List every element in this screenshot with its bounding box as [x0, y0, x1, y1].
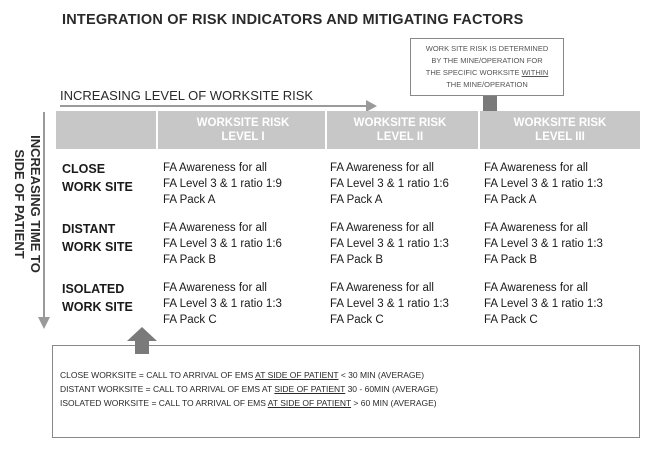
- x-axis-label: INCREASING LEVEL OF WORKSITE RISK: [60, 88, 314, 103]
- up-arrow-icon-head: [127, 327, 157, 341]
- row-label-line: WORK SITE: [62, 240, 133, 254]
- column-header-level: LEVEL III: [535, 131, 585, 143]
- definition-text: > 60 MIN (AVERAGE): [351, 398, 437, 408]
- cell-line: FA Level 3 & 1 ratio 1:6: [330, 178, 449, 190]
- definition-distant: [60, 382, 639, 396]
- table-cell: [163, 160, 282, 208]
- cell-line: FA Awareness for all: [163, 162, 267, 174]
- column-header-level: LEVEL I: [221, 131, 265, 143]
- definition-close: [60, 368, 639, 382]
- page-title: INTEGRATION OF RISK INDICATORS AND MITIGATING FACTORS: [62, 12, 524, 28]
- definition-underlined-text: SIDE OF PATIENT: [274, 384, 346, 394]
- column-header-title: WORKSITE RISK: [513, 117, 607, 129]
- y-axis-arrow-line: [43, 112, 45, 317]
- cell-line: FA Awareness for all: [330, 282, 434, 294]
- cell-line: FA Level 3 & 1 ratio 1:3: [330, 298, 449, 310]
- row-label-line: WORK SITE: [62, 300, 133, 314]
- column-header-level: LEVEL II: [376, 131, 424, 143]
- column-header-title: WORKSITE RISK: [353, 117, 447, 129]
- down-arrow-icon: [38, 317, 50, 329]
- cell-line: FA Pack A: [163, 194, 216, 206]
- definition-text: < 30 MIN (AVERAGE): [338, 370, 425, 380]
- row-label-distant: [62, 220, 133, 256]
- cell-line: FA Level 3 & 1 ratio 1:9: [163, 178, 282, 190]
- cell-line: FA Level 3 & 1 ratio 1:3: [163, 298, 282, 310]
- cell-line: FA Pack C: [484, 314, 538, 326]
- up-arrow-icon: [135, 340, 149, 354]
- cell-line: FA Pack A: [484, 194, 537, 206]
- row-label-line: ISOLATED: [62, 282, 125, 296]
- cell-line: FA Awareness for all: [330, 222, 434, 234]
- column-header-title: WORKSITE RISK: [196, 117, 290, 129]
- cell-line: FA Level 3 & 1 ratio 1:6: [163, 238, 282, 250]
- column-header-level-2: [325, 111, 475, 149]
- row-label-line: WORK SITE: [62, 180, 133, 194]
- worksite-definitions-box: [52, 345, 640, 438]
- definition-isolated: [60, 396, 639, 410]
- note-line: THE MINE/OPERATION: [446, 80, 528, 89]
- cell-line: FA Level 3 & 1 ratio 1:3: [484, 238, 603, 250]
- column-header-level-1: [168, 111, 318, 149]
- cell-line: FA Awareness for all: [163, 282, 267, 294]
- table-cell: [163, 220, 282, 268]
- table-cell: [484, 160, 603, 208]
- worksite-risk-note: [410, 38, 564, 96]
- cell-line: FA Pack B: [163, 254, 217, 266]
- row-label-close: [62, 160, 133, 196]
- cell-line: FA Awareness for all: [484, 162, 588, 174]
- note-text: THE SPECIFIC WORKSITE: [425, 68, 522, 77]
- column-separator: [156, 111, 158, 149]
- cell-line: FA Awareness for all: [484, 282, 588, 294]
- definition-text: 30 - 60MIN (AVERAGE): [345, 384, 439, 394]
- cell-line: FA Pack A: [330, 194, 383, 206]
- note-underlined-text: WITHIN: [521, 68, 549, 77]
- cell-line: FA Pack C: [163, 314, 217, 326]
- table-cell: [330, 280, 449, 328]
- y-axis-label: INCREASING TIME TO SIDE OF PATIENT: [12, 135, 43, 273]
- row-label-line: DISTANT: [62, 222, 116, 236]
- definition-text: ISOLATED WORKSITE = CALL TO ARRIVAL OF EMS: [60, 398, 268, 408]
- column-separator: [478, 111, 480, 149]
- cell-line: FA Awareness for all: [163, 222, 267, 234]
- definition-underlined-text: AT SIDE OF PATIENT: [267, 398, 352, 408]
- cell-line: FA Level 3 & 1 ratio 1:3: [330, 238, 449, 250]
- cell-line: FA Awareness for all: [330, 162, 434, 174]
- cell-line: FA Level 3 & 1 ratio 1:3: [484, 298, 603, 310]
- table-cell: [330, 160, 449, 208]
- table-cell: [163, 280, 282, 328]
- column-header-level-3: [485, 111, 635, 149]
- definition-text: DISTANT WORKSITE = CALL TO ARRIVAL OF EMS AT: [60, 384, 275, 394]
- note-line: [411, 67, 563, 79]
- cell-line: FA Pack B: [330, 254, 384, 266]
- cell-line: FA Awareness for all: [484, 222, 588, 234]
- definition-underlined-text: AT SIDE OF PATIENT: [255, 370, 339, 380]
- note-line: WORK SITE RISK IS DETERMINED: [425, 44, 549, 53]
- row-label-line: CLOSE: [62, 162, 106, 176]
- row-label-isolated: [62, 280, 133, 316]
- note-line: BY THE MINE/OPERATION FOR: [431, 56, 543, 65]
- table-cell: [330, 220, 449, 268]
- definition-text: CLOSE WORKSITE = CALL TO ARRIVAL OF EMS: [60, 370, 256, 380]
- x-axis-arrow-line: [60, 105, 368, 107]
- cell-line: FA Pack C: [330, 314, 384, 326]
- table-cell: [484, 280, 603, 328]
- cell-line: FA Pack B: [484, 254, 538, 266]
- table-cell: [484, 220, 603, 268]
- cell-line: FA Level 3 & 1 ratio 1:3: [484, 178, 603, 190]
